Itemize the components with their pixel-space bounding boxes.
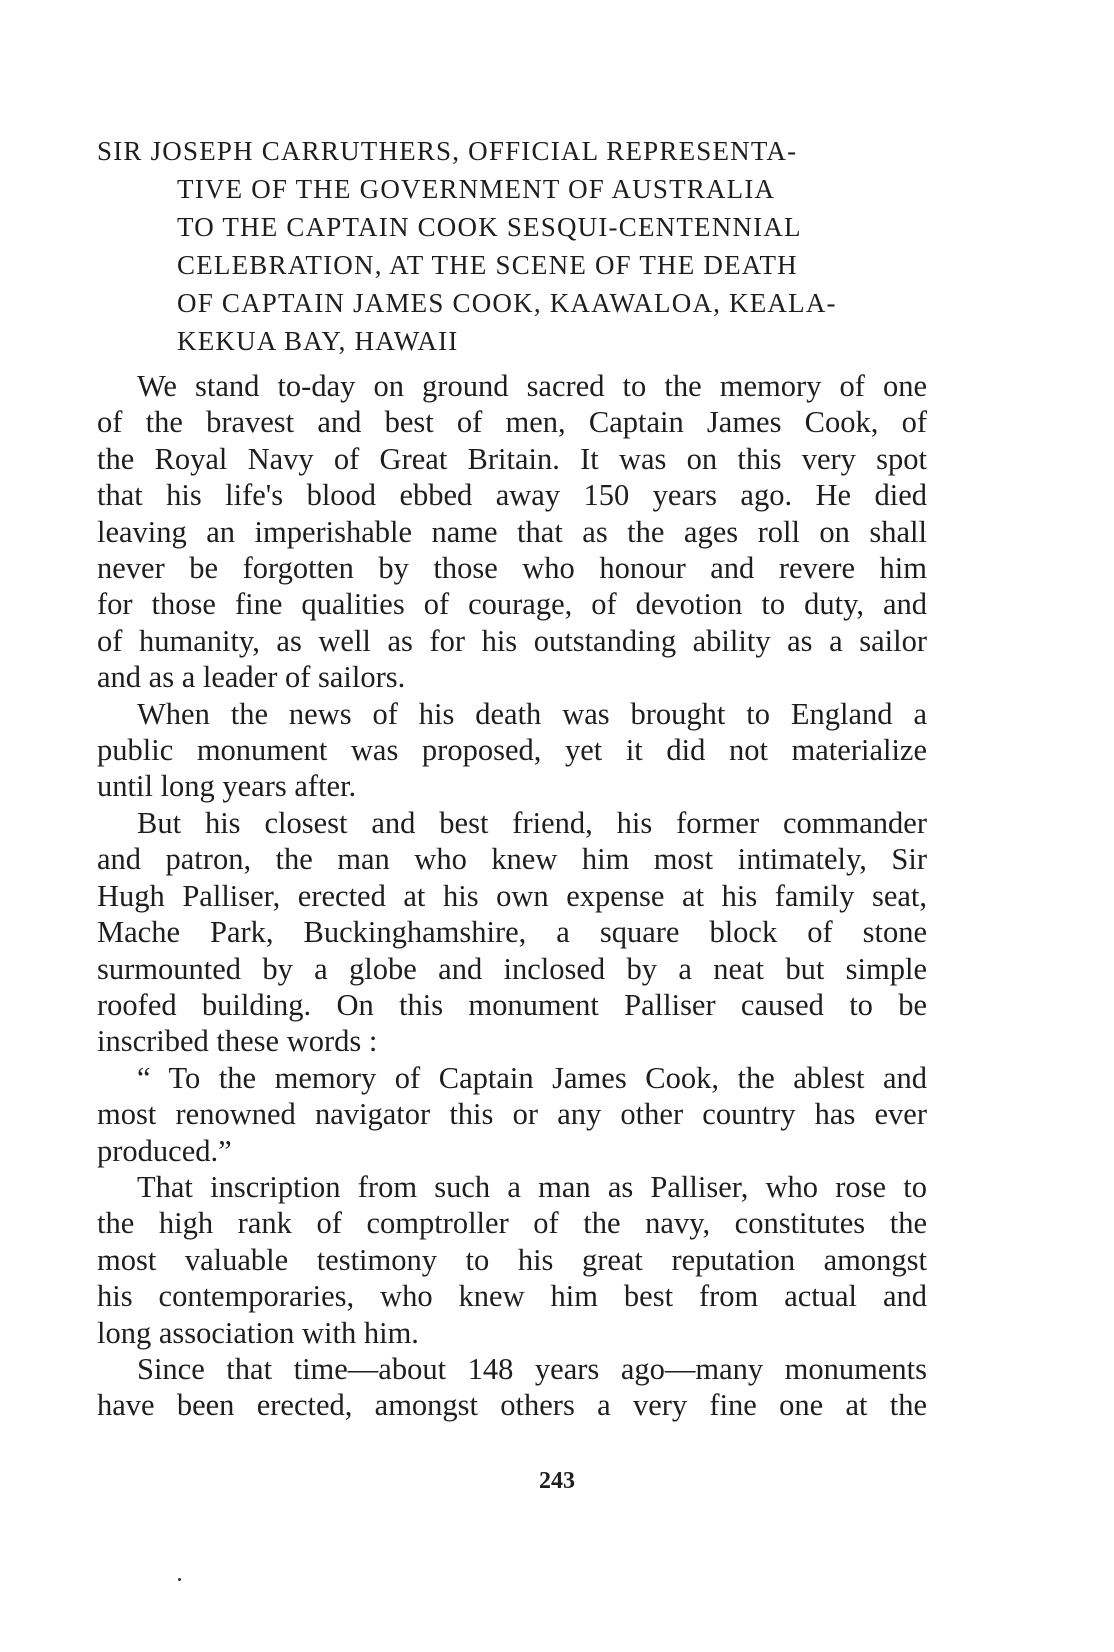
paragraph xyxy=(97,1351,927,1424)
text-line: have been erected, amongst others a very fine one at the xyxy=(97,1388,927,1423)
text-line: and patron, the man who knew him most intimately, Sir xyxy=(97,842,927,877)
text-line: and as a leader of sailors. xyxy=(97,660,406,695)
text-line: public monument was proposed, yet it did not materialize xyxy=(97,733,927,768)
paragraph xyxy=(97,696,927,805)
text-line: produced.” xyxy=(97,1133,232,1168)
page-number: 243 xyxy=(539,1468,575,1494)
text-line: his contemporaries, who knew him best from actual and xyxy=(97,1279,927,1314)
text-line: for those fine qualities of courage, of devotion to duty, and xyxy=(97,587,927,622)
text-line: the high rank of comptroller of the navy, constitutes the xyxy=(97,1206,927,1241)
heading-line: SIR JOSEPH CARRUTHERS, OFFICIAL REPRESENTA- xyxy=(97,136,798,166)
paragraph xyxy=(97,1169,927,1351)
text-line: until long years after. xyxy=(97,769,357,804)
text-line: roofed building. On this monument Palliser caused to be xyxy=(97,987,927,1022)
text-line: Hugh Palliser, erected at his own expense at his family seat, xyxy=(97,878,927,913)
text-line: That inscription from such a man as Palliser, who rose to xyxy=(137,1169,927,1204)
chapter-heading xyxy=(97,132,927,360)
text-line: most valuable testimony to his great reputation amongst xyxy=(97,1242,927,1277)
text-line: that his life's blood ebbed away 150 years ago. He died xyxy=(97,478,927,513)
text-line: “ To the memory of Captain James Cook, the ablest and xyxy=(137,1060,927,1095)
heading-line: OF CAPTAIN JAMES COOK, KAAWALOA, KEALA- xyxy=(177,288,837,318)
text-line: the Royal Navy of Great Britain. It was on this very spot xyxy=(97,441,927,476)
scan-speck xyxy=(178,1578,181,1581)
heading-line: TIVE OF THE GOVERNMENT OF AUSTRALIA xyxy=(177,174,776,204)
text-line: inscribed these words : xyxy=(97,1024,378,1059)
text-line: most renowned navigator this or any other country has ever xyxy=(97,1097,927,1132)
body-text xyxy=(97,368,927,1424)
page-body xyxy=(97,132,927,1424)
text-line: never be forgotten by those who honour and revere him xyxy=(97,551,927,586)
quotation xyxy=(97,1060,927,1169)
heading-line: TO THE CAPTAIN COOK SESQUI-CENTENNIAL xyxy=(177,212,802,242)
text-line: But his closest and best friend, his former commander xyxy=(137,805,927,840)
paragraph xyxy=(97,368,927,696)
heading-line: KEKUA BAY, HAWAII xyxy=(177,326,459,356)
paragraph xyxy=(97,805,927,1060)
text-line: Since that time—about 148 years ago—many monuments xyxy=(137,1351,927,1386)
text-line: We stand to-day on ground sacred to the memory of one xyxy=(137,369,927,403)
text-line: of the bravest and best of men, Captain James Cook, of xyxy=(97,405,927,440)
text-line: Mache Park, Buckinghamshire, a square block of stone xyxy=(97,915,927,950)
text-line: leaving an imperishable name that as the ages roll on shall xyxy=(97,514,927,549)
text-line: surmounted by a globe and inclosed by a neat but simple xyxy=(97,951,927,986)
text-line: When the news of his death was brought to England a xyxy=(137,696,927,731)
text-line: long association with him. xyxy=(97,1315,419,1350)
heading-line: CELEBRATION, AT THE SCENE OF THE DEATH xyxy=(177,250,798,280)
text-line: of humanity, as well as for his outstanding ability as a sailor xyxy=(97,623,927,658)
